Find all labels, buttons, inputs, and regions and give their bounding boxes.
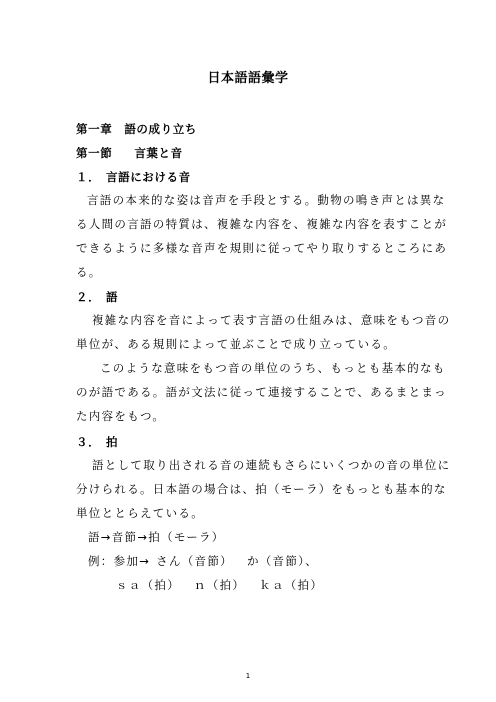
document-title: 日本語語彙学 [207, 71, 289, 86]
section-heading [76, 146, 426, 160]
example-prefix: 例：参加→ [88, 554, 151, 568]
example-mora-line [116, 578, 466, 592]
example-mora: ｎ（拍） [194, 578, 246, 592]
page-number: 1 [245, 672, 251, 680]
section-title: 言葉と音 [134, 146, 183, 160]
example-part: か（音節）、 [246, 554, 319, 568]
example-line [88, 554, 438, 568]
subsection-title: 言語における音 [106, 170, 191, 184]
paragraph-line: る。 [76, 265, 102, 279]
scheme-line: 語→音節→拍（モーラ） [88, 530, 225, 544]
subsection-number: １． [76, 170, 101, 184]
subsection-heading-1 [76, 170, 426, 184]
paragraph-line: 単位ととらえている。 [76, 506, 204, 520]
chapter-heading [76, 122, 426, 136]
subsection-heading-2 [76, 290, 426, 304]
subsection-title: 語 [106, 290, 119, 304]
paragraph-line: のが語である。語が文法に従って連接することで、あるまとまっ [76, 385, 447, 399]
example-mora: ｋａ（拍） [259, 578, 324, 592]
paragraph-line: た内容をもつ。 [76, 409, 166, 423]
paragraph-line: 言語の本来的な姿は音声を手段とする。動物の鳴き声とは異な [87, 193, 446, 207]
section-label: 第一節 [76, 146, 113, 160]
subsection-title: 拍 [106, 435, 119, 449]
paragraph-line: 語として取り出される音の連続もさらにいくつかの音の単位に [92, 458, 451, 472]
paragraph-line: 複雑な内容を音によって表す言語の仕組みは、意味をもつ音の [92, 313, 451, 327]
chapter-label: 第一章 [76, 122, 113, 136]
example-part: さん（音節） [156, 554, 233, 568]
paragraph-line: できるように多様な音声を規則に従ってやり取りするところにあ [76, 241, 448, 255]
subsection-heading-3 [76, 435, 426, 449]
chapter-title: 語の成り立ち [124, 122, 197, 136]
paragraph-line: る人間の言語の特質は、複雑な内容を、複雑な内容を表すことが [76, 217, 448, 231]
paragraph-line: 分けられる。日本語の場合は、拍（モーラ）をもっとも基本的な [76, 482, 447, 496]
paragraph-line: このような意味をもつ音の単位のうち、もっとも基本的なも [100, 361, 446, 375]
subsection-number: ２． [76, 290, 101, 304]
subsection-number: ３． [76, 435, 101, 449]
paragraph-line: 単位が、ある規則によって並ぶことで成り立っている。 [76, 337, 396, 351]
example-mora: ｓａ（拍） [116, 578, 180, 592]
